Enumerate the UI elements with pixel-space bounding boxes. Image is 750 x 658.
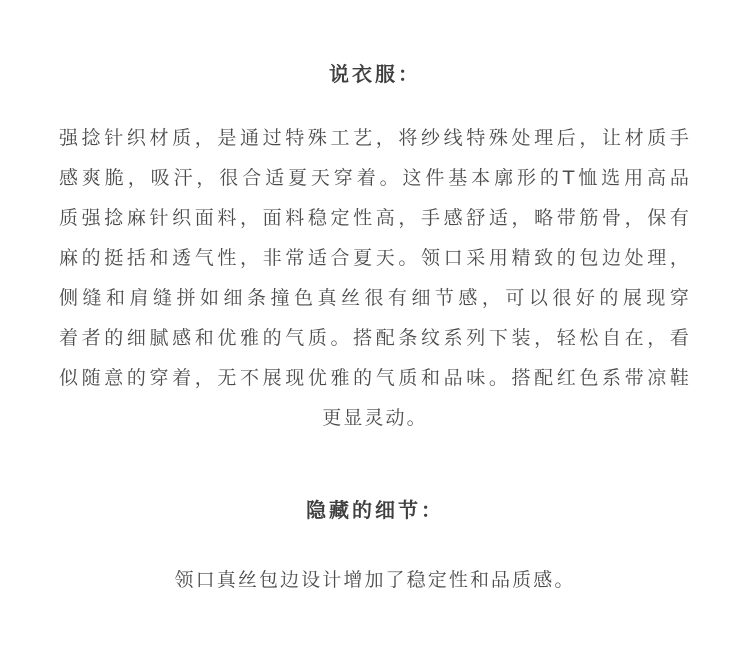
section-title-clothing: 说衣服：	[329, 62, 421, 86]
description-line: 侧缝和肩缝拼如细条撞色真丝很有细节感，可以很好的展现穿	[59, 287, 691, 309]
clothing-description	[59, 118, 691, 438]
description-line: 麻的挺括和透气性，非常适合夏天。领口采用精致的包边处理，	[59, 247, 691, 269]
description-line-last: 更显灵动。	[322, 407, 428, 429]
section-title-hidden-details: 隐藏的细节：	[306, 498, 444, 522]
description-line: 强捻针织材质，是通过特殊工艺，将纱线特殊处理后，让材质手	[59, 127, 691, 149]
description-line: 着者的细腻感和优雅的气质。搭配条纹系列下装，轻松自在，看	[59, 327, 691, 349]
hidden-details-text: 领口真丝包边设计增加了稳定性和品质感。	[174, 569, 576, 591]
description-line: 质强捻麻针织面料，面料稳定性高，手感舒适，略带筋骨，保有	[59, 207, 691, 229]
description-line: 感爽脆，吸汗，很合适夏天穿着。这件基本廓形的T恤选用高品	[59, 167, 691, 189]
description-line: 似随意的穿着，无不展现优雅的气质和品味。搭配红色系带凉鞋	[59, 367, 691, 389]
